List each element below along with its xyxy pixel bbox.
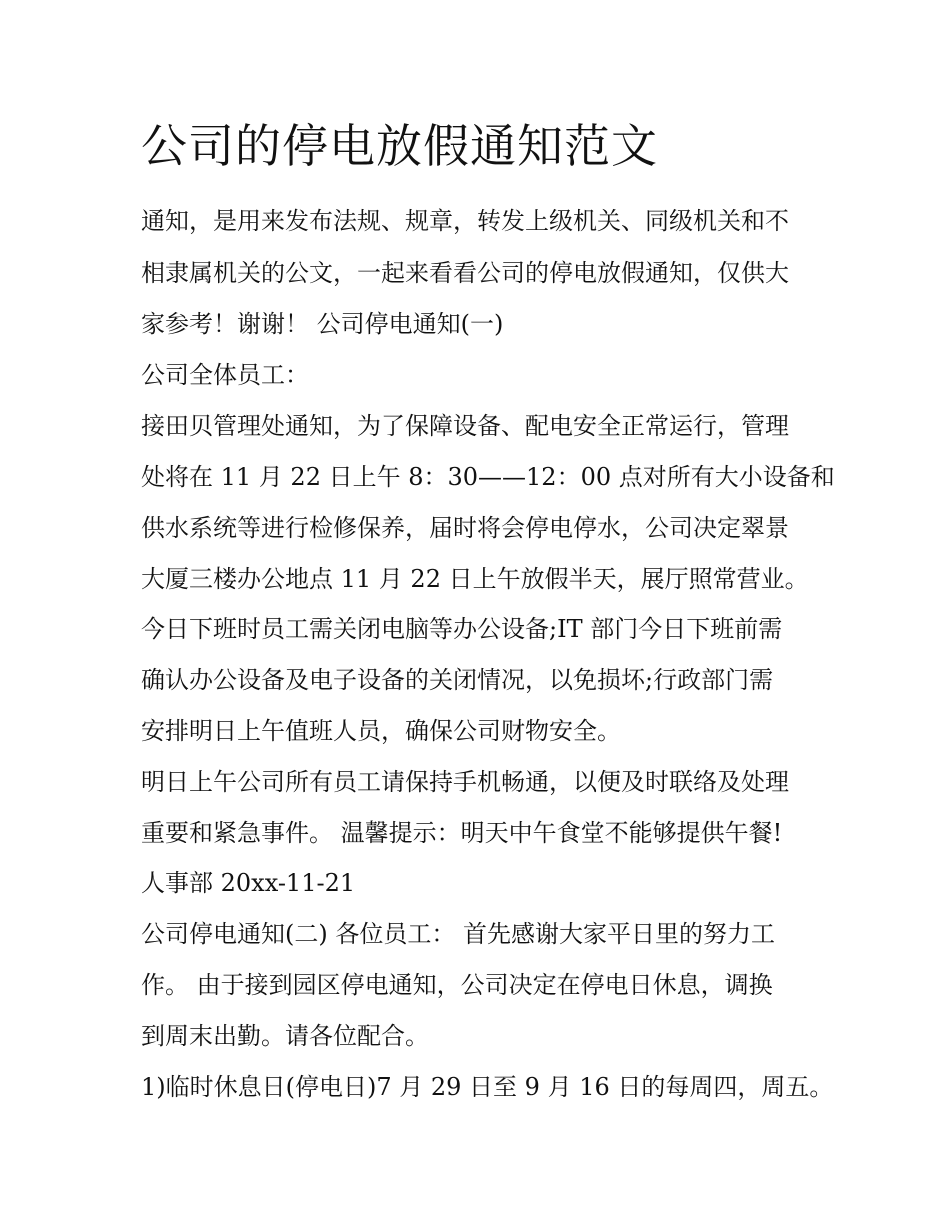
body-line: 重要和紧急事件。 温馨提示：明天中午食堂不能够提供午餐! [141,819,783,847]
body-line: 家参考！谢谢！ 公司停电通知(一) [141,310,504,338]
body-line: 接田贝管理处通知，为了保障设备、配电安全正常运行，管理 [141,412,789,440]
body-line: 供水系统等进行检修保养，届时将会停电停水，公司决定翠景 [141,514,789,542]
body-line: 1)临时休息日(停电日)7 月 29 日至 9 月 16 日的每周四，周五。 [141,1073,834,1101]
body-line: 公司全体员工： [141,361,309,389]
body-line: 处将在 11 月 22 日上午 8：30——12：00 点对所有大小设备和 [141,463,835,491]
body-line: 通知，是用来发布法规、规章，转发上级机关、同级机关和不 [141,207,789,235]
body-line: 作。 由于接到园区停电通知，公司决定在停电日休息，调换 [141,971,773,999]
body-line: 明日上午公司所有员工请保持手机畅通，以便及时联络及处理 [141,768,789,796]
body-line: 相隶属机关的公文，一起来看看公司的停电放假通知，仅供大 [141,259,789,287]
body-line: 确认办公设备及电子设备的关闭情况，以免损坏;行政部门需 [141,666,774,694]
body-line: 安排明日上午值班人员，确保公司财物安全。 [141,717,621,745]
body-line: 大厦三楼办公地点 11 月 22 日上午放假半天，展厅照常营业。 [141,565,809,593]
body-line: 公司停电通知(二) 各位员工： 首先感谢大家平日里的努力工 [141,920,775,948]
signature-line: 人事部 20xx-11-21 [141,869,356,897]
body-line: 到周末出勤。请各位配合。 [141,1022,429,1050]
body-line: 今日下班时员工需关闭电脑等办公设备;IT 部门今日下班前需 [141,615,783,643]
document-title: 公司的停电放假通知范文 [141,119,658,173]
